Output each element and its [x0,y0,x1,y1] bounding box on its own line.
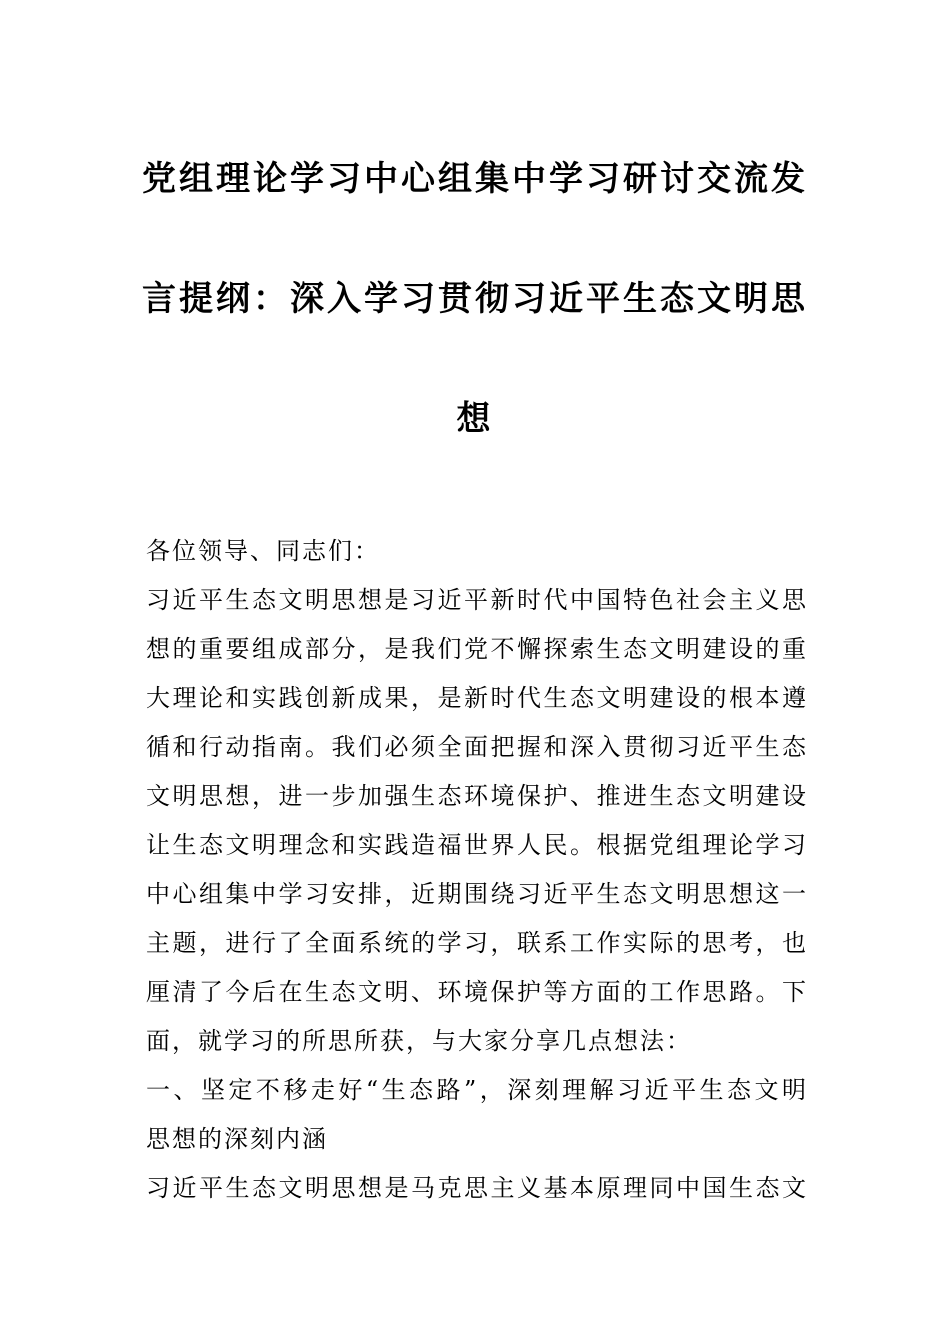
body-line: 想的重要组成部分，是我们党不懈探索生态文明建设的重 [146,635,806,663]
body-line: 主题，进行了全面系统的学习，联系工作实际的思考，也 [146,929,806,957]
body-line: 习近平生态文明思想是马克思主义基本原理同中国生态文 [146,1174,806,1202]
body-line: 习近平生态文明思想是习近平新时代中国特色社会主义思 [146,586,806,614]
body-line: 面，就学习的所思所获，与大家分享几点想法： [146,1027,692,1055]
document-title-line-1: 党组理论学习中心组集中学习研讨交流发 [142,159,808,199]
document-title-line-2: 言提纲：深入学习贯彻习近平生态文明思 [142,279,808,319]
body-line: 中心组集中学习安排，近期围绕习近平生态文明思想这一 [146,880,806,908]
section-heading: 思想的深刻内涵 [146,1125,328,1153]
salutation: 各位领导、同志们： [146,537,380,565]
body-line: 让生态文明理念和实践造福世界人民。根据党组理论学习 [146,831,806,859]
body-line: 文明思想，进一步加强生态环境保护、推进生态文明建设 [146,782,806,810]
body-line: 大理论和实践创新成果，是新时代生态文明建设的根本遵 [146,684,806,712]
body-line: 循和行动指南。我们必须全面把握和深入贯彻习近平生态 [146,733,806,761]
body-line: 厘清了今后在生态文明、环境保护等方面的工作思路。下 [146,978,806,1006]
document-title-line-3: 想 [456,399,494,439]
section-heading: 一、坚定不移走好“生态路”，深刻理解习近平生态文明 [146,1076,806,1104]
